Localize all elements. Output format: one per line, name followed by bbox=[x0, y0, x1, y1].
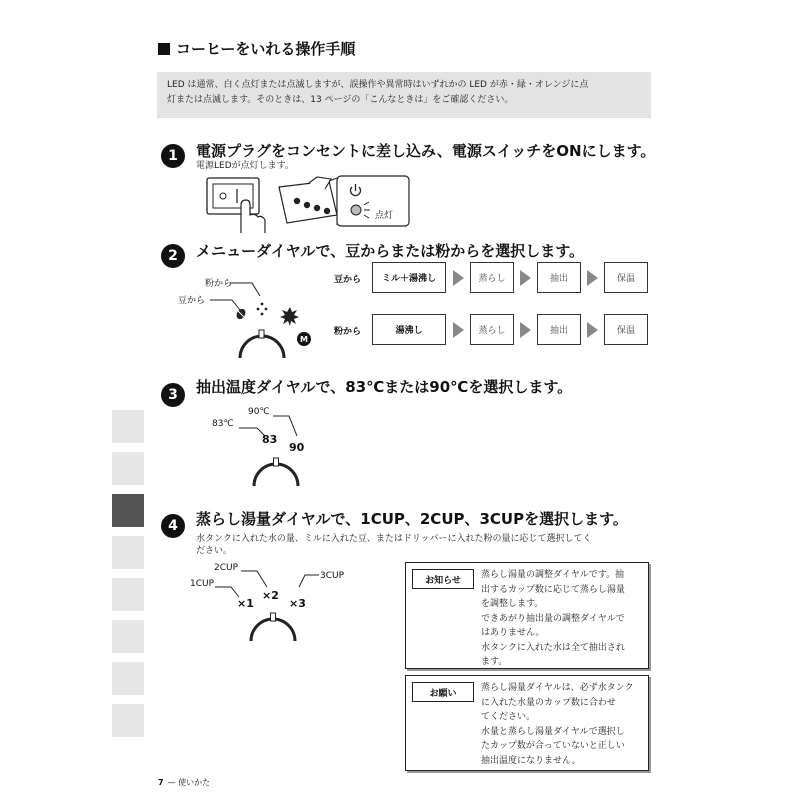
steam-volume-dial[interactable] bbox=[205, 565, 345, 655]
step-title-4: 蒸らし湯量ダイヤルで、1CUP、2CUP、3CUPを選択します。 bbox=[196, 510, 628, 528]
page-footer bbox=[158, 777, 210, 788]
flow-step-steam: 蒸らし bbox=[470, 314, 514, 345]
index-tab[interactable] bbox=[112, 578, 144, 611]
request-line: たカップ数が合っていないと正しい bbox=[481, 741, 625, 751]
notice-line: を調整します。 bbox=[481, 599, 544, 609]
step-number-1: 1 bbox=[161, 144, 185, 168]
step-subtitle-4: 水タンクに入れた水の量、ミルに入れた豆、またはドリッパーに入れた粉の量に応じて選択してく bbox=[196, 534, 592, 544]
led-notice-box bbox=[157, 72, 651, 118]
cup-1-multiplier: ×1 bbox=[237, 597, 254, 610]
cup-3-label: 3CUP bbox=[320, 571, 345, 581]
request-line: 蒸らし湯量ダイヤルは、必ず水タンク bbox=[481, 683, 634, 693]
flow-label-powder: 粉から bbox=[334, 327, 362, 337]
request-text bbox=[481, 681, 634, 768]
square-bullet-icon bbox=[158, 43, 170, 55]
index-tab[interactable] bbox=[112, 452, 144, 485]
arrow-right-icon bbox=[453, 270, 464, 286]
flow-step-keep-warm: 保温 bbox=[604, 262, 648, 293]
temp-83-label: 83℃ bbox=[212, 419, 234, 429]
arrow-right-icon bbox=[587, 322, 598, 338]
temp-90-value: 90 bbox=[289, 441, 305, 454]
cup-2-label: 2CUP bbox=[214, 563, 239, 573]
arrow-right-icon bbox=[453, 322, 464, 338]
step-number-4: 4 bbox=[161, 514, 185, 538]
flow-step-extract: 抽出 bbox=[537, 262, 581, 293]
manual-mode-badge: M bbox=[297, 332, 311, 346]
flow-step-boil: 湯沸し bbox=[372, 314, 446, 345]
flow-step-keep-warm: 保温 bbox=[604, 314, 648, 345]
step-number-2: 2 bbox=[161, 244, 185, 268]
info-box-request bbox=[405, 675, 649, 771]
cup-2-multiplier: ×2 bbox=[262, 589, 279, 602]
info-box-notice bbox=[405, 562, 649, 669]
temp-83-value: 83 bbox=[262, 433, 278, 446]
step-title-2: メニューダイヤルで、豆からまたは粉からを選択します。 bbox=[196, 242, 585, 260]
request-line: に入れた水量のカップ数に合わせ bbox=[481, 697, 616, 708]
control-panel-illustration bbox=[277, 175, 412, 230]
step-title-3: 抽出温度ダイヤルで、83℃または90℃を選択します。 bbox=[196, 378, 573, 396]
notice-line: ます。 bbox=[481, 657, 508, 667]
footer-section: — 使いかた bbox=[167, 778, 211, 787]
arrow-right-icon bbox=[520, 270, 531, 286]
request-line: 水量と蒸らし湯量ダイヤルで選択し bbox=[481, 726, 625, 737]
led-notice-line: 灯または点滅します。そのときは、13 ページの「こんなときは」をご確認ください。 bbox=[167, 95, 514, 105]
lit-label: 点灯 bbox=[375, 211, 394, 221]
index-tab[interactable] bbox=[112, 704, 144, 737]
page-title: コーヒーをいれる操作手順 bbox=[176, 40, 356, 58]
cup-3-multiplier: ×3 bbox=[289, 597, 306, 610]
dial-label-powder: 粉から bbox=[205, 279, 233, 289]
notice-line: 水タンクに入れた水は全て抽出され bbox=[481, 642, 625, 653]
arrow-right-icon bbox=[520, 322, 531, 338]
index-tab[interactable] bbox=[112, 662, 144, 695]
index-tab[interactable] bbox=[112, 620, 144, 653]
request-line: てください。 bbox=[481, 712, 536, 722]
page-number: 7 bbox=[158, 778, 164, 787]
menu-dial[interactable] bbox=[200, 280, 320, 360]
arrow-right-icon bbox=[587, 270, 598, 286]
notice-badge: お知らせ bbox=[412, 569, 474, 589]
burst-icon bbox=[280, 307, 299, 326]
section-heading bbox=[158, 38, 355, 59]
step-subtitle-1: 電源LEDが点灯します。 bbox=[196, 161, 294, 171]
temp-90-label: 90℃ bbox=[248, 407, 270, 417]
notice-line: 出するカップ数に応じて蒸らし湯量 bbox=[481, 584, 625, 595]
flow-step-extract: 抽出 bbox=[537, 314, 581, 345]
cup-1-label: 1CUP bbox=[190, 579, 215, 589]
power-switch-illustration bbox=[205, 175, 275, 235]
request-line: 抽出温度になりません。 bbox=[481, 755, 581, 766]
grounds-icon bbox=[257, 303, 268, 316]
bean-icon bbox=[235, 307, 247, 321]
flow-step-mill-boil: ミル＋湯沸し bbox=[372, 262, 446, 293]
index-tab-current[interactable] bbox=[112, 494, 144, 527]
notice-line: はありません。 bbox=[481, 628, 545, 638]
dial-label-beans: 豆から bbox=[178, 296, 206, 306]
flow-label-beans: 豆から bbox=[334, 275, 362, 285]
notice-line: できあがり抽出量の調整ダイヤルで bbox=[481, 613, 625, 624]
step-subtitle-4-cont: ださい。 bbox=[196, 546, 233, 556]
step-title-1: 電源プラグをコンセントに差し込み、電源スイッチをONにします。 bbox=[196, 142, 656, 160]
led-notice-line: LED は通常、白く点灯または点滅しますが、誤操作や異常時はいずれかの LED が赤・緑・オレンジに点 bbox=[167, 80, 589, 90]
request-badge: お願い bbox=[412, 682, 474, 702]
index-tab[interactable] bbox=[112, 536, 144, 569]
notice-text bbox=[481, 568, 625, 670]
step-number-3: 3 bbox=[161, 383, 185, 407]
index-tab[interactable] bbox=[112, 410, 144, 443]
flow-step-steam: 蒸らし bbox=[470, 262, 514, 293]
notice-line: 蒸らし湯量の調整ダイヤルです。抽 bbox=[481, 570, 625, 580]
